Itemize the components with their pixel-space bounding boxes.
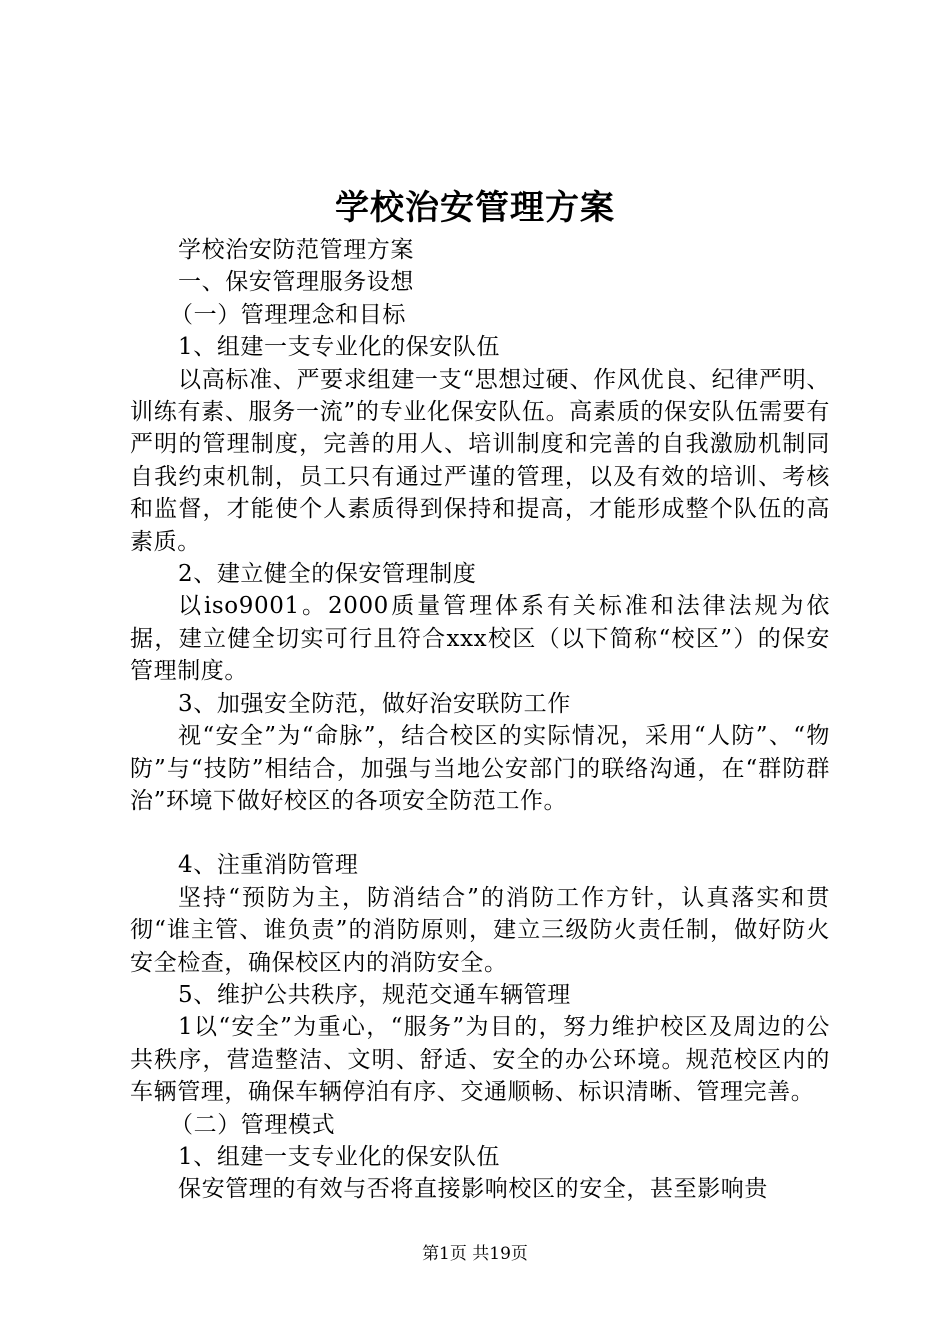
section-heading: 一、保安管理服务设想 bbox=[178, 269, 414, 296]
paragraph: 视“安全”为“命脉”，结合校区的实际情况，采用“人防”、“物防”与“技防”相结合，加强与当地公安部门的联络沟通，在“群防群治”环境下做好校区的各项安全防范工作。 bbox=[130, 723, 830, 814]
subsection-heading: （二）管理模式 bbox=[170, 1111, 336, 1138]
item-heading: 1、组建一支专业化的保安队伍 bbox=[178, 334, 501, 361]
paragraph: 以高标准、严要求组建一支“思想过硬、作风优良、纪律严明、训练有素、服务一流”的专业化保安队伍。高素质的保安队伍需要有严明的管理制度，完善的用人、培训制度和完善的自我激励机制同自我约束机制，员工只有通过严谨的管理，以及有效的培训、考核和监督，才能使个人素质得到保持和提高，才能形成整个队伍的高素质。 bbox=[130, 366, 830, 555]
page-footer: 第1页 共19页 bbox=[422, 1244, 528, 1264]
blank-line bbox=[130, 817, 830, 849]
subsection-heading: （一）管理理念和目标 bbox=[170, 301, 406, 328]
paragraph: 1以“安全”为重心，“服务”为目的，努力维护校区及周边的公共秩序，营造整洁、文明、舒适、安全的办公环境。规范校区内的车辆管理，确保车辆停泊有序、交通顺畅、标识清晰、管理完善。 bbox=[130, 1014, 830, 1106]
item-heading: 4、注重消防管理 bbox=[178, 852, 359, 879]
paragraph: 坚持“预防为主，防消结合”的消防工作方针，认真落实和贯彻“谁主管、谁负责”的消防原则，建立三级防火责任制，做好防火安全检查，确保校区内的消防安全。 bbox=[130, 884, 830, 976]
paragraph: 以iso9001。2000质量管理体系有关标准和法律法规为依据，建立健全切实可行且符合xxx校区（以下简称“校区”）的保安管理制度。 bbox=[130, 593, 830, 685]
item-heading: 2、建立健全的保安管理制度 bbox=[178, 561, 477, 588]
item-heading: 3、加强安全防范，做好治安联防工作 bbox=[178, 690, 571, 717]
document-body bbox=[130, 234, 830, 1206]
document-title: 学校治安管理方案 bbox=[335, 188, 615, 228]
item-heading: 5、维护公共秩序，规范交通车辆管理 bbox=[178, 981, 571, 1008]
item-heading: 1、组建一支专业化的保安队伍 bbox=[178, 1143, 501, 1170]
paragraph: 学校治安防范管理方案 bbox=[178, 237, 414, 263]
paragraph: 保安管理的有效与否将直接影响校区的安全，甚至影响贵 bbox=[178, 1176, 768, 1203]
